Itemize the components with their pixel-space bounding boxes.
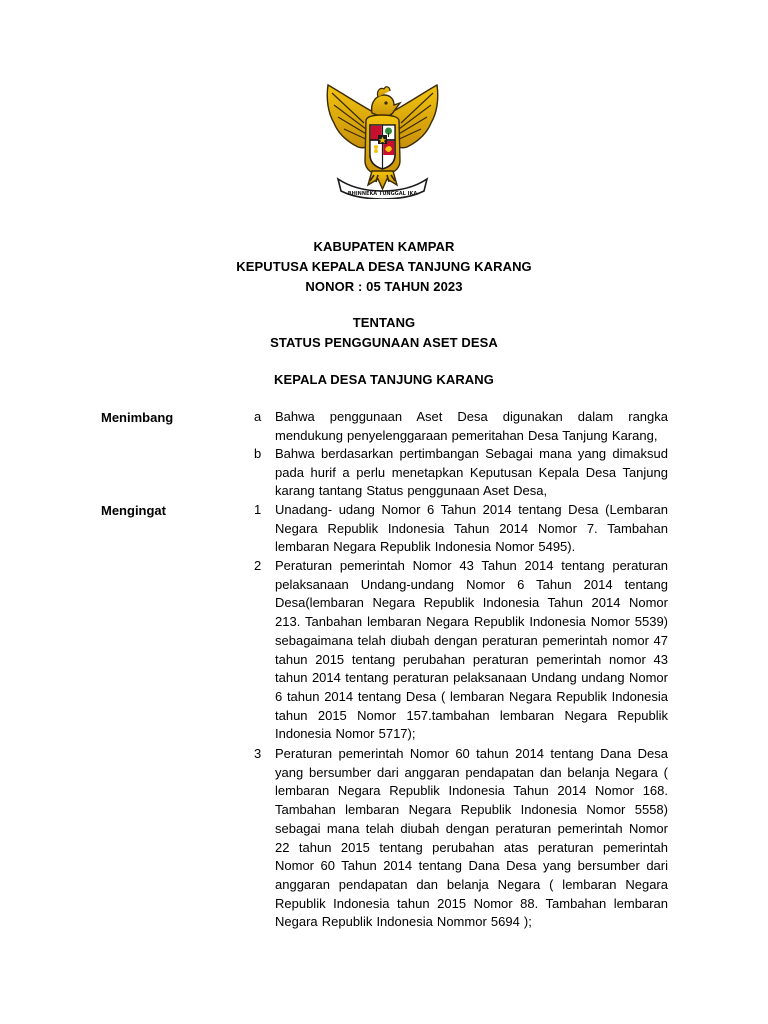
subject-block: [200, 313, 568, 353]
garuda-emblem-icon: [320, 83, 445, 199]
subject-title: STATUS PENGGUNAAN ASET DESA: [270, 335, 498, 350]
issuer-block: [200, 370, 568, 390]
menimbang-label: Menimbang: [101, 410, 174, 425]
motto-text: BHINNEKA TUNGGAL IKA: [347, 191, 418, 197]
item-text: Bahwa berdasarkan pertimbangan Sebagai mana yang dimaksud pada hurif a perlu menetapkan Keputusan Kepala Desa Tanjung karang tantang Status penggunaan Aset Desa,: [275, 446, 668, 499]
item-marker: b: [254, 446, 262, 461]
regency-name: KABUPATEN KAMPAR: [313, 239, 455, 254]
item-marker: 1: [254, 502, 262, 517]
decree-number: NONOR : 05 TAHUN 2023: [305, 279, 463, 294]
document-header: [200, 237, 568, 297]
issuer-title: KEPALA DESA TANJUNG KARANG: [274, 372, 494, 387]
item-text: Peraturan pemerintah Nomor 60 tahun 2014 tentang Dana Desa yang bersumber dari anggaran pendapatan dan belanja Negara ( lembaran Negara Republik Indonesia Tahun 2014 Nomor 168. Tambahan lembaran Negara Republik Indonesia Nomor 5558) sebagai mana telah diubah dengan peraturan pemerintah Nomor 22 tahun 2015 tentang perubahan atas peraturan pemerintah Nomor 60 Tahun 2014 tentang Dana Desa yang bersumber dari anggaran pendapatan dan belanja Negara ( lembaran Negara Republik Indonesia tahun 2015 Nomor 88. Tambahan lembaran Negara Republik Indonesia Nommor 5694 );: [275, 746, 668, 930]
item-marker: 2: [254, 558, 262, 573]
mengingat-label: Mengingat: [101, 503, 166, 518]
item-marker: a: [254, 409, 262, 424]
item-text: Peraturan pemerintah Nomor 43 Tahun 2014 tentang peraturan pelaksanaan Undang-undang Nomor 6 Tahun 2014 tentang Desa(lembaran Negara Republik Indonesia Tahun 2014 Nomor 213. Tanbahan lembaran Negara Republik Indonesia Nomor 5539) sebagaimana telah diubah dengan peraturan pemerintah nomor 47 tahun 2015 tentang perubahan peraturan pemerintah nomor 43 tahun 2014 tentang peraturan pelaksanaan Undang undang Nomor 6 tahun 2014 tentang Desa ( lembaran Negara Republik Indonesia tahun 2015 Nomor 157.tambahan lembaran Negara Republik Indonesia Nomor 5717);: [275, 558, 668, 742]
about-label: TENTANG: [352, 315, 416, 330]
item-text: Unadang- udang Nomor 6 Tahun 2014 tentang Desa (Lembaran Negara Republik Indonesia Tahun 2014 Nomor 7. Tambahan lembaran Negara Republik Indonesia Nomor 5495).: [275, 502, 668, 555]
decree-title: KEPUTUSA KEPALA DESA TANJUNG KARANG: [236, 259, 532, 274]
item-text: Bahwa penggunaan Aset Desa digunakan dalam rangka mendukung penyelenggaraan pemeritahan Desa Tanjung Karang,: [275, 409, 668, 443]
item-marker: 3: [254, 746, 262, 761]
